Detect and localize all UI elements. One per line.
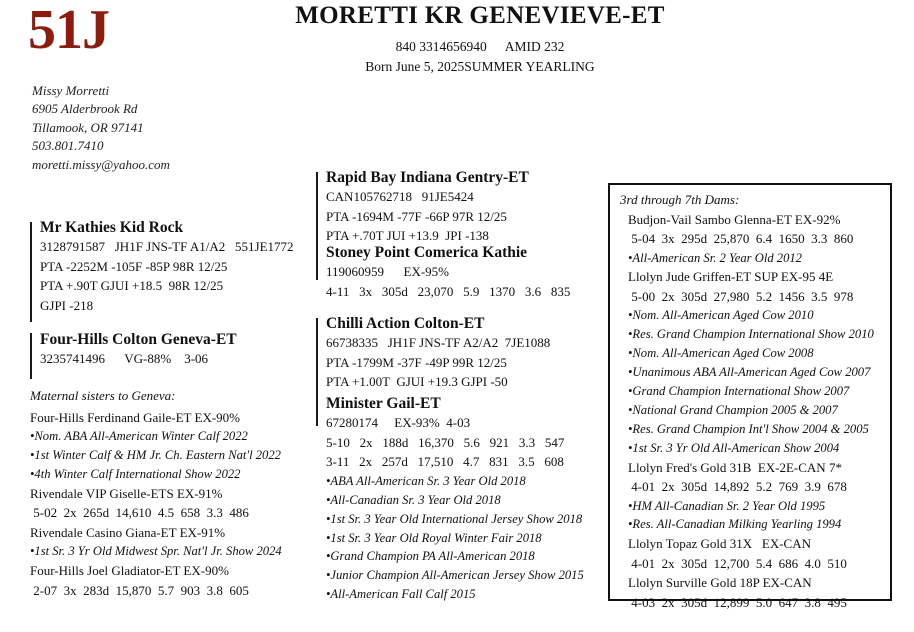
sire-parents-bracket-rule [316, 172, 318, 280]
ancestor-dam-note: •Res. Grand Champion International Show 2010 [628, 327, 874, 342]
maternal-granddam-note: •Grand Champion PA All-American 2018 [326, 549, 535, 564]
paternal-granddam-line-0: 119060959 EX-95% [326, 264, 450, 280]
ancestor-dam-note: •Grand Champion International Show 2007 [628, 383, 850, 398]
maternal-sister-note: •Nom. ABA All-American Winter Calf 2022 [30, 429, 248, 443]
ancestor-dam-record: 5-00 2x 305d 27,980 5.2 1456 3.5 978 [628, 288, 854, 304]
ancestor-dam-note: •Unanimous ABA All-American Aged Cow 2007 [628, 365, 871, 380]
maternal-sister-note: •1st Winter Calf & HM Jr. Ch. Eastern Nat'l 2022 [30, 447, 281, 462]
registration-number: 840 3314656940 [395, 38, 487, 54]
ancestor-dam-name: Budjon-Vail Sambo Glenna-ET EX-92% [628, 211, 841, 227]
sire-line-0: 3128791587 JH1F JNS-TF A1/A2 551JE1772 [40, 239, 294, 255]
ancestor-dam-note: •All-American Sr. 2 Year Old 2012 [628, 250, 802, 265]
ancestor-dam-entry [628, 267, 884, 457]
registration-line [170, 39, 790, 55]
ancestor-dams-content [620, 190, 884, 612]
dam-bracket-rule [30, 333, 32, 379]
maternal-granddam-note: •All-Canadian Sr. 3 Year Old 2018 [326, 492, 501, 507]
sire-line-1: PTA -2252M -105F -85P 98R 12/25 [40, 258, 228, 274]
ancestor-dam-name: Llolyn Topaz Gold 31X EX-CAN [628, 536, 811, 552]
maternal-granddam-note: •ABA All-American Sr. 3 Year Old 2018 [326, 473, 526, 488]
dam-line-0: 3235741496 VG-88% 3-06 [40, 351, 209, 367]
ancestor-dam-record: 4-03 2x 305d 12,899 5.0 647 3.8 495 [628, 594, 847, 610]
owner-address: 6905 Alderbrook Rd [32, 101, 138, 117]
paternal-grandsire-line-2: PTA +.70T JUI +13.9 JPI -138 [326, 228, 489, 244]
ancestor-dam-name: Llolyn Jude Griffen-ET SUP EX-95 4E [628, 269, 834, 285]
maternal-granddam-note: •1st Sr. 3 Year Old International Jersey Show 2018 [326, 511, 583, 526]
sale-group: SUMMER YEARLING [464, 58, 595, 74]
maternal-sisters-block [30, 386, 320, 600]
paternal-granddam-line-1: 4-11 3x 305d 23,070 5.9 1370 3.6 835 [326, 283, 571, 299]
maternal-sister-name: Rivendale Casino Giana-ET EX-91% [30, 524, 226, 540]
paternal-grandsire-name: Rapid Bay Indiana Gentry-ET [326, 169, 529, 186]
ancestor-dam-entry [628, 458, 884, 535]
maternal-sisters-heading: Maternal sisters to Geneva: [30, 388, 176, 403]
amid-code: AMID 232 [504, 38, 565, 54]
sire-name: Mr Kathies Kid Rock [40, 219, 184, 236]
ancestor-dam-note: •National Grand Champion 2005 & 2007 [628, 402, 838, 417]
maternal-granddam-note: •Junior Champion All-American Jersey Show 2015 [326, 568, 584, 583]
paternal-granddam-name: Stoney Point Comerica Kathie [326, 244, 528, 261]
sire-bracket-rule [30, 222, 32, 322]
born-line [170, 59, 790, 75]
owner-block [32, 82, 170, 174]
maternal-granddam-note: •1st Sr. 3 Year Old Royal Winter Fair 2018 [326, 530, 542, 545]
ancestor-dam-note: •1st Sr. 3 Yr Old All-American Show 2004 [628, 440, 840, 455]
owner-phone: 503.801.7410 [32, 138, 104, 154]
maternal-granddam-note: •All-American Fall Calf 2015 [326, 587, 476, 602]
maternal-granddam-line-2: 3-11 2x 257d 17,510 4.7 831 3.5 608 [326, 454, 564, 470]
sire-line-2: PTA +.90T GJUI +18.5 98R 12/25 [40, 278, 224, 294]
ancestor-dam-record: 5-04 3x 295d 25,870 6.4 1650 3.3 860 [628, 231, 854, 246]
ancestor-dam-name: Llolyn Surville Gold 18P EX-CAN [628, 575, 812, 591]
maternal-sister-entry [30, 523, 320, 561]
ancestor-dam-note: •Nom. All-American Aged Cow 2008 [628, 346, 814, 361]
maternal-grandsire-line-0: 66738335 JH1F JNS-TF A2/A2 7JE1088 [326, 335, 551, 351]
owner-name: Missy Morretti [32, 83, 110, 98]
dam-name: Four-Hills Colton Geneva-ET [40, 331, 237, 348]
sire-line-3: GJPI -218 [40, 297, 94, 313]
maternal-grandsire-block [326, 314, 601, 392]
dam-block [40, 330, 310, 369]
maternal-granddam-line-0: 67280174 EX-93% 4-03 [326, 415, 471, 431]
ancestor-dam-note: •Res. All-Canadian Milking Yearling 1994 [628, 517, 842, 532]
maternal-sister-name: Four-Hills Ferdinand Gaile-ET EX-90% [30, 409, 240, 425]
ancestor-dam-entry [628, 534, 884, 573]
paternal-grandsire-line-0: CAN105762718 91JE5424 [326, 189, 474, 205]
maternal-sister-entry [30, 561, 320, 600]
maternal-sister-record: 2-07 3x 283d 15,870 5.7 903 3.8 605 [30, 582, 249, 598]
maternal-grandsire-line-1: PTA -1799M -37F -49P 99R 12/25 [326, 354, 507, 370]
paternal-grandsire-line-1: PTA -1694M -77F -66P 97R 12/25 [326, 208, 507, 224]
ancestor-dam-note: •Nom. All-American Aged Cow 2010 [628, 308, 814, 323]
ancestor-dam-entry [628, 573, 884, 612]
maternal-grandsire-name: Chilli Action Colton-ET [326, 315, 485, 332]
ancestor-dam-note: •Res. Grand Champion Int'l Show 2004 & 2005 [628, 421, 869, 436]
maternal-granddam-block [326, 394, 604, 604]
sire-block [40, 218, 310, 315]
owner-email: moretti.missy@yahoo.com [32, 156, 170, 172]
maternal-sister-record: 5-02 2x 265d 14,610 4.5 658 3.3 486 [30, 505, 249, 521]
maternal-sister-note: •1st Sr. 3 Yr Old Midwest Spr. Nat'l Jr. Show 2024 [30, 544, 282, 559]
ancestor-dam-record: 4-01 2x 305d 12,700 5.4 686 4.0 510 [628, 555, 847, 571]
maternal-sister-name: Four-Hills Joel Gladiator-ET EX-90% [30, 563, 229, 579]
ancestor-dams-box [608, 183, 892, 610]
maternal-sister-note: •4th Winter Calf International Show 2022 [30, 466, 241, 481]
ancestor-dam-name: Llolyn Fred's Gold 31B EX-2E-CAN 7* [628, 459, 842, 475]
title-block [170, 2, 790, 75]
maternal-sister-entry [30, 484, 320, 523]
paternal-grandsire-block [326, 168, 601, 246]
animal-name: MORETTI KR GENEVIEVE-ET [295, 2, 665, 29]
ancestor-dam-entry [628, 210, 884, 268]
maternal-granddam-name: Minister Gail-ET [326, 395, 441, 412]
ancestor-dams-heading: 3rd through 7th Dams: [620, 192, 740, 207]
maternal-sister-name: Rivendale VIP Giselle-ETS EX-91% [30, 485, 223, 501]
paternal-granddam-block [326, 243, 601, 301]
lot-number: 51J [28, 0, 109, 61]
ancestor-dam-record: 4-01 2x 305d 14,892 5.2 769 3.9 678 [628, 479, 847, 495]
owner-city-state-zip: Tillamook, OR 97141 [32, 119, 144, 135]
maternal-granddam-line-1: 5-10 2x 188d 16,370 5.6 921 3.3 547 [326, 434, 565, 450]
ancestor-dam-note: •HM All-Canadian Sr. 2 Year Old 1995 [628, 498, 826, 513]
maternal-grandsire-line-2: PTA +1.00T GJUI +19.3 GJPI -50 [326, 374, 508, 390]
maternal-sister-entry [30, 408, 320, 484]
birth-date: Born June 5, 2025 [365, 58, 465, 74]
